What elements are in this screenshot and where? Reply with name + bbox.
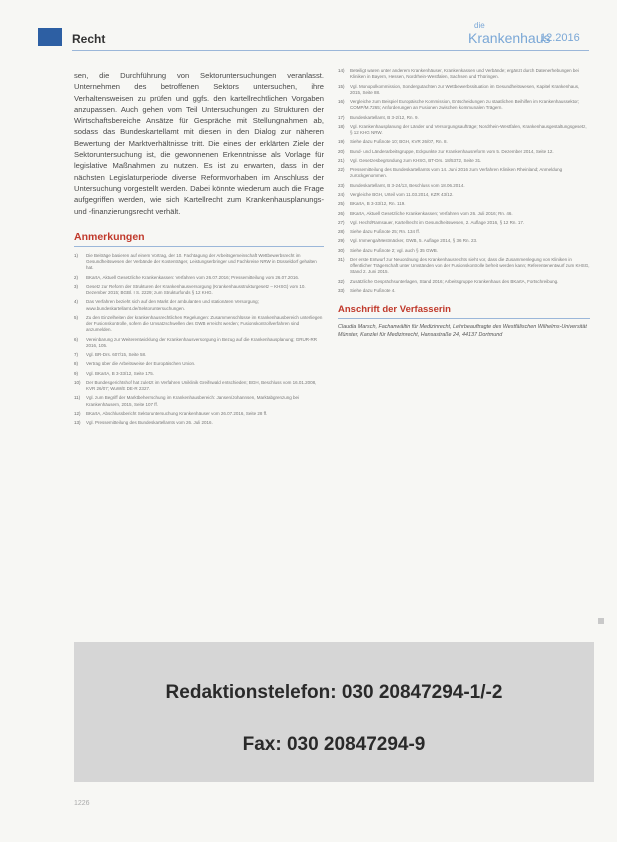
article-body-text: sen, die Durchführung von Sektoruntersuchungen veranlasst. Unternehmen des betroffenen Sektors untersuchen, ihre Verhaltensweisen zu prüfen und ggfs. den kartellrechtlichen Vorgaben anzupassen. Auch gehen vom Teil Untersuchungen zu Strukturen der Wirtschaftsbereiche Ansätze für Gespräche mit Stellungnahmen ab, sodass das Bundeskartellamt mit diesen in den Dialog zur näheren Bewertung der Marktverhältnisse tritt. Die eines der erklärten Ziele der Sektoruntersuchung ist, die gewonnenen Erkenntnisse als Vorlage für legislative Maßnahmen zu nutzen. Es ist zu erwarten, dass in der nächsten Legislaturperiode diverse Reformvorhaben im Anschluss der Untersuchung vorgestellt werden. Dabei könnte wiederum auch die Frage aufgegriffen werden, wie sich Kartellrecht zum Krankenhausplanungs- und -finanzierungsrecht verhält.	[74, 71, 324, 216]
footnote-item	[74, 299, 324, 311]
footnote-item	[74, 361, 324, 367]
footnote-item	[338, 167, 590, 179]
footnote-text: BKartA, Aktuell Gesetzliche Krankenkassen; Verfahren vom 26. Juli 2016; Rn. 46.	[350, 210, 513, 216]
footnote-text: Das Verfahren bezieht sich auf den Markt der ambulanten und stationären Versorgung; www.bundeskartellamt.de/Sektoruntersuchungen.	[86, 299, 259, 311]
footnote-text: Die Beiträge basieren auf einem Vortrag, der 10. Fachtagung der Arbeitsgemeinschaft Wettbewerbsrecht im Gesundheitswesen der Verbände der Kostenträger, Leistungserbringer und Fachkreise NRW in Düsseldorf gehalten hat.	[86, 252, 317, 271]
footnote-number: 6)	[74, 336, 79, 342]
notes-divider	[74, 246, 324, 247]
footnote-item	[338, 192, 590, 198]
footnote-number: 14)	[338, 68, 345, 73]
footnote-number: 27)	[338, 219, 345, 225]
footnote-number: 18)	[338, 123, 345, 129]
footnote-text: Vertrag über die Arbeitsweise der Europäischen Union.	[86, 361, 196, 367]
notes-heading: Anmerkungen	[74, 230, 145, 243]
footnote-number: 16)	[338, 99, 345, 104]
footnote-item	[338, 279, 590, 285]
page-number: 1226	[74, 800, 90, 807]
footnote-text: BKartA, Aktuell Gesetzliche Krankenkassen: Verfahren vom 26.07.2016; Pressemitteilung vom 26.07.2016.	[86, 274, 300, 280]
footnote-text: Vgl. Pressemitteilung des Bundeskartellamts vom 26. Juli 2016.	[86, 420, 213, 426]
header-divider	[72, 50, 589, 51]
footnote-text: Vgl. Gesetzesbegründung zum KHSG, BT-Drs. 18/5372, Seite 31.	[350, 157, 482, 163]
section-heading: Recht	[72, 32, 106, 46]
scan-mark	[598, 618, 604, 624]
footnote-number: 10)	[74, 379, 81, 385]
footnote-number: 31)	[338, 257, 345, 263]
footnote-item	[74, 420, 324, 426]
logo-name: Krankenhaus	[468, 30, 551, 46]
footnote-number: 11)	[74, 395, 81, 401]
author-address	[338, 304, 590, 339]
footnote-text: Vgl. Monopolkommission, Sondergutachten zur Wettbewerbssituation im Gesundheitswesen, Kapitel Krankenhaus, 2015, Seite 88.	[350, 83, 580, 95]
footnote-number: 28)	[338, 229, 345, 235]
footnote-item	[338, 158, 590, 164]
footnote-number: 22)	[338, 167, 345, 173]
footnote-text: Vgl. BKartA, B 3-33/12, Seite 175.	[86, 370, 155, 376]
footnote-item	[338, 229, 590, 235]
footnote-item	[74, 275, 324, 281]
footnote-text: Zu den Einzelheiten der krankenhausrechtlichen Regelungen: Zusammenschlüsse im Krankenhausbereich unterliegen der Fusionskontrolle, sofern die Umsatzschwellen des GWB erreicht werden; Fusionskontrollverfahren sind anzumelden.	[86, 314, 323, 333]
footnote-item	[74, 253, 324, 272]
footnote-text: Vergleiche BGH, Urteil vom 11.03.2014, KZR 43/12.	[350, 191, 454, 197]
footnote-number: 32)	[338, 278, 345, 284]
footnote-number: 26)	[338, 210, 345, 216]
footnote-text: Vgl. Hecht/Ramsauer, Kartellrecht im Gesundheitswesen, 2. Auflage 2016, § 12 Rn. 17.	[350, 219, 525, 225]
footnote-text: Siehe dazu Fußnote 4.	[350, 288, 396, 294]
footnote-item	[338, 288, 590, 294]
address-heading: Anschrift der Verfasserin	[338, 304, 451, 316]
footnote-number: 23)	[338, 182, 345, 188]
section-color-marker	[38, 28, 62, 46]
footnote-number: 3)	[74, 283, 79, 289]
address-text: Claudia Marsch, Fachanwältin für Medizinrecht, Lehrbeauftragte des Westfälischen Wilhelms-Universität Münster, Kanzlei für Medizinrecht, Hansastraße 24, 44137 Dortmund	[338, 324, 587, 338]
notes-list-right	[338, 68, 590, 294]
footnote-item	[338, 99, 590, 111]
footnote-item	[338, 68, 590, 80]
footnote-number: 13)	[74, 420, 81, 426]
footnote-item	[338, 201, 590, 207]
footnote-text: Der Bundesgerichtshof hat zuletzt im Verfahren Uniklinik Greifswald entschieden; BGH, Beschluss vom 16.01.2008, KVR 26/07; WuW/E DE-R 2327.	[86, 379, 317, 392]
footnote-number: 2)	[74, 274, 79, 280]
footnote-number: 24)	[338, 191, 345, 197]
footnote-item	[74, 284, 324, 296]
footnote-text: Siehe dazu Fußnote 25; Rn. 134 ff.	[350, 229, 420, 235]
footnote-text: Vgl. Krankenhausplanung der Länder und Versorgungsaufträge; Nordrhein-Westfalen, Krankenhausgestaltungsgesetz, § 12 KHG NRW.	[350, 123, 587, 135]
footnote-item	[338, 211, 590, 217]
footnote-number: 15)	[338, 83, 345, 89]
footnote-number: 4)	[74, 299, 79, 305]
footnote-text: BKartA, Abschlussbericht Sektoruntersuchung Krankenhäuser vom 26.07.2016, Seite 28 ff.	[86, 410, 268, 416]
notes-list-left	[74, 253, 324, 427]
footnote-item	[338, 238, 590, 244]
footnote-item	[338, 84, 590, 96]
footnote-text: Siehe dazu Fußnote 2; vgl. auch § 35 GWB.	[350, 247, 439, 253]
footnote-number: 20)	[338, 148, 345, 154]
editorial-phone: Redaktionstelefon: 030 20847294-1/-2	[165, 682, 503, 703]
fax-number: Fax: 030 20847294-9	[242, 734, 426, 755]
logo-prefix: die	[474, 21, 485, 30]
footnote-text: Gesetz zur Reform der Strukturen der Krankenhausversorgung (Krankenhausstrukturgesetz – KHSG) vom 10. Dezember 2015; BGBl. I S. 2229; zum Strukturfonds § 12 KHG.	[86, 283, 306, 296]
footnote-item	[74, 371, 324, 377]
left-column	[74, 70, 324, 430]
contact-box	[74, 642, 594, 782]
footnote-text: Vgl. BR-Drs. 607/15, Seite 58.	[86, 352, 147, 358]
footnote-item	[338, 139, 590, 145]
footnote-item	[74, 380, 324, 392]
footnote-text: Der erste Entwurf zur Neuordnung des Krankenhausrechts sieht vor, dass die Zusammenlegung von Kliniken in öffentlicher Trägerschaft unter Umständen von der Fusionskontrolle befreit werden kann; Referentenentwurf zum KHSG, Stand 2. Juni 2015.	[350, 257, 590, 275]
footnote-item	[338, 257, 590, 276]
footnote-number: 30)	[338, 247, 345, 253]
footnote-text: Bundeskartellamt, B 3-2/12, Rn. 9.	[350, 114, 419, 120]
footnote-number: 1)	[74, 252, 79, 258]
footnote-text: Bund- und Länderarbeitsgruppe, Eckpunkte zur Krankenhausreform vom 5. Dezember 2014, Seite 12.	[350, 148, 554, 154]
footnote-text: Siehe dazu Fußnote 10; BGH, KVR 26/07, Rn. 8.	[350, 139, 448, 145]
footnote-number: 9)	[74, 370, 79, 376]
footnote-number: 25)	[338, 201, 345, 207]
footnote-text: Vergleiche zum Beispiel Europäische Kommission, Entscheidungen zu staatlichen Beihilfen im Krankenhaussektor; COMP/M.7265; Anforderungen an Fusionen zwischen kommunalen Trägern.	[350, 99, 580, 111]
footnote-number: 19)	[338, 139, 345, 145]
issue-label: 12.2016	[540, 32, 580, 44]
footnote-text: Vereinbarung zur Weiterentwicklung der Krankenhausversorgung in Bezug auf die Krankenhausplanung; GRUR-RR 2016, 105.	[86, 336, 318, 348]
footnote-item	[338, 115, 590, 121]
footnote-number: 5)	[74, 314, 79, 320]
footnote-text: Vgl. Immenga/Mestmäcker, GWB, 5. Auflage 2014, § 36 Rn. 23.	[350, 238, 478, 244]
footnote-text: Vgl. zum Begriff der Marktbeherrschung im Krankenhausbereich: Jansen/Johannsen, Marktabgrenzung bei Krankenhäusern, 2015, Seite 107 ff.	[86, 395, 300, 407]
footnote-item	[74, 395, 324, 407]
footnote-number: 7)	[74, 352, 79, 358]
footnote-text: Zusätzliche Gesprächsunterlagen, Stand 2016; Arbeitsgruppe Krankenhaus des BKartA, Fortschreibung.	[350, 278, 559, 284]
footnote-text: Pressemitteilung des Bundeskartellamts vom 14. Juni 2016 zum Verfahren Kliniken Rheinland; Anmeldung zurückgenommen.	[350, 167, 563, 179]
right-column	[338, 68, 590, 339]
footnote-number: 17)	[338, 114, 345, 120]
footnote-number: 33)	[338, 288, 345, 294]
address-divider	[338, 318, 590, 319]
footnote-item	[338, 149, 590, 155]
footnote-text: Bundeskartellamt, B 3-24/13, Beschluss vom 18.06.2014.	[350, 182, 465, 188]
footnote-number: 8)	[74, 361, 79, 367]
footnote-item	[74, 315, 324, 334]
footnote-item	[74, 352, 324, 358]
footnote-item	[338, 183, 590, 189]
magazine-logo	[468, 20, 551, 44]
footnote-number: 21)	[338, 157, 345, 163]
footnote-text: BKartA, B 3-33/12, Rn. 119.	[350, 201, 406, 207]
footnote-number: 29)	[338, 238, 345, 244]
footnote-item	[338, 220, 590, 226]
footnote-text: Beteiligt waren unter anderem Krankenhäuser, Krankenkassen und Verbände; ergänzt durch Datenerhebungen bei Kliniken in Bayern, Hessen, Nordrhein-Westfalen, Sachsen und Thüringen.	[350, 68, 579, 80]
footnote-item	[338, 248, 590, 254]
footnote-item	[74, 337, 324, 349]
footnote-number: 12)	[74, 410, 81, 416]
footnote-item	[74, 411, 324, 417]
footnote-item	[338, 124, 590, 136]
